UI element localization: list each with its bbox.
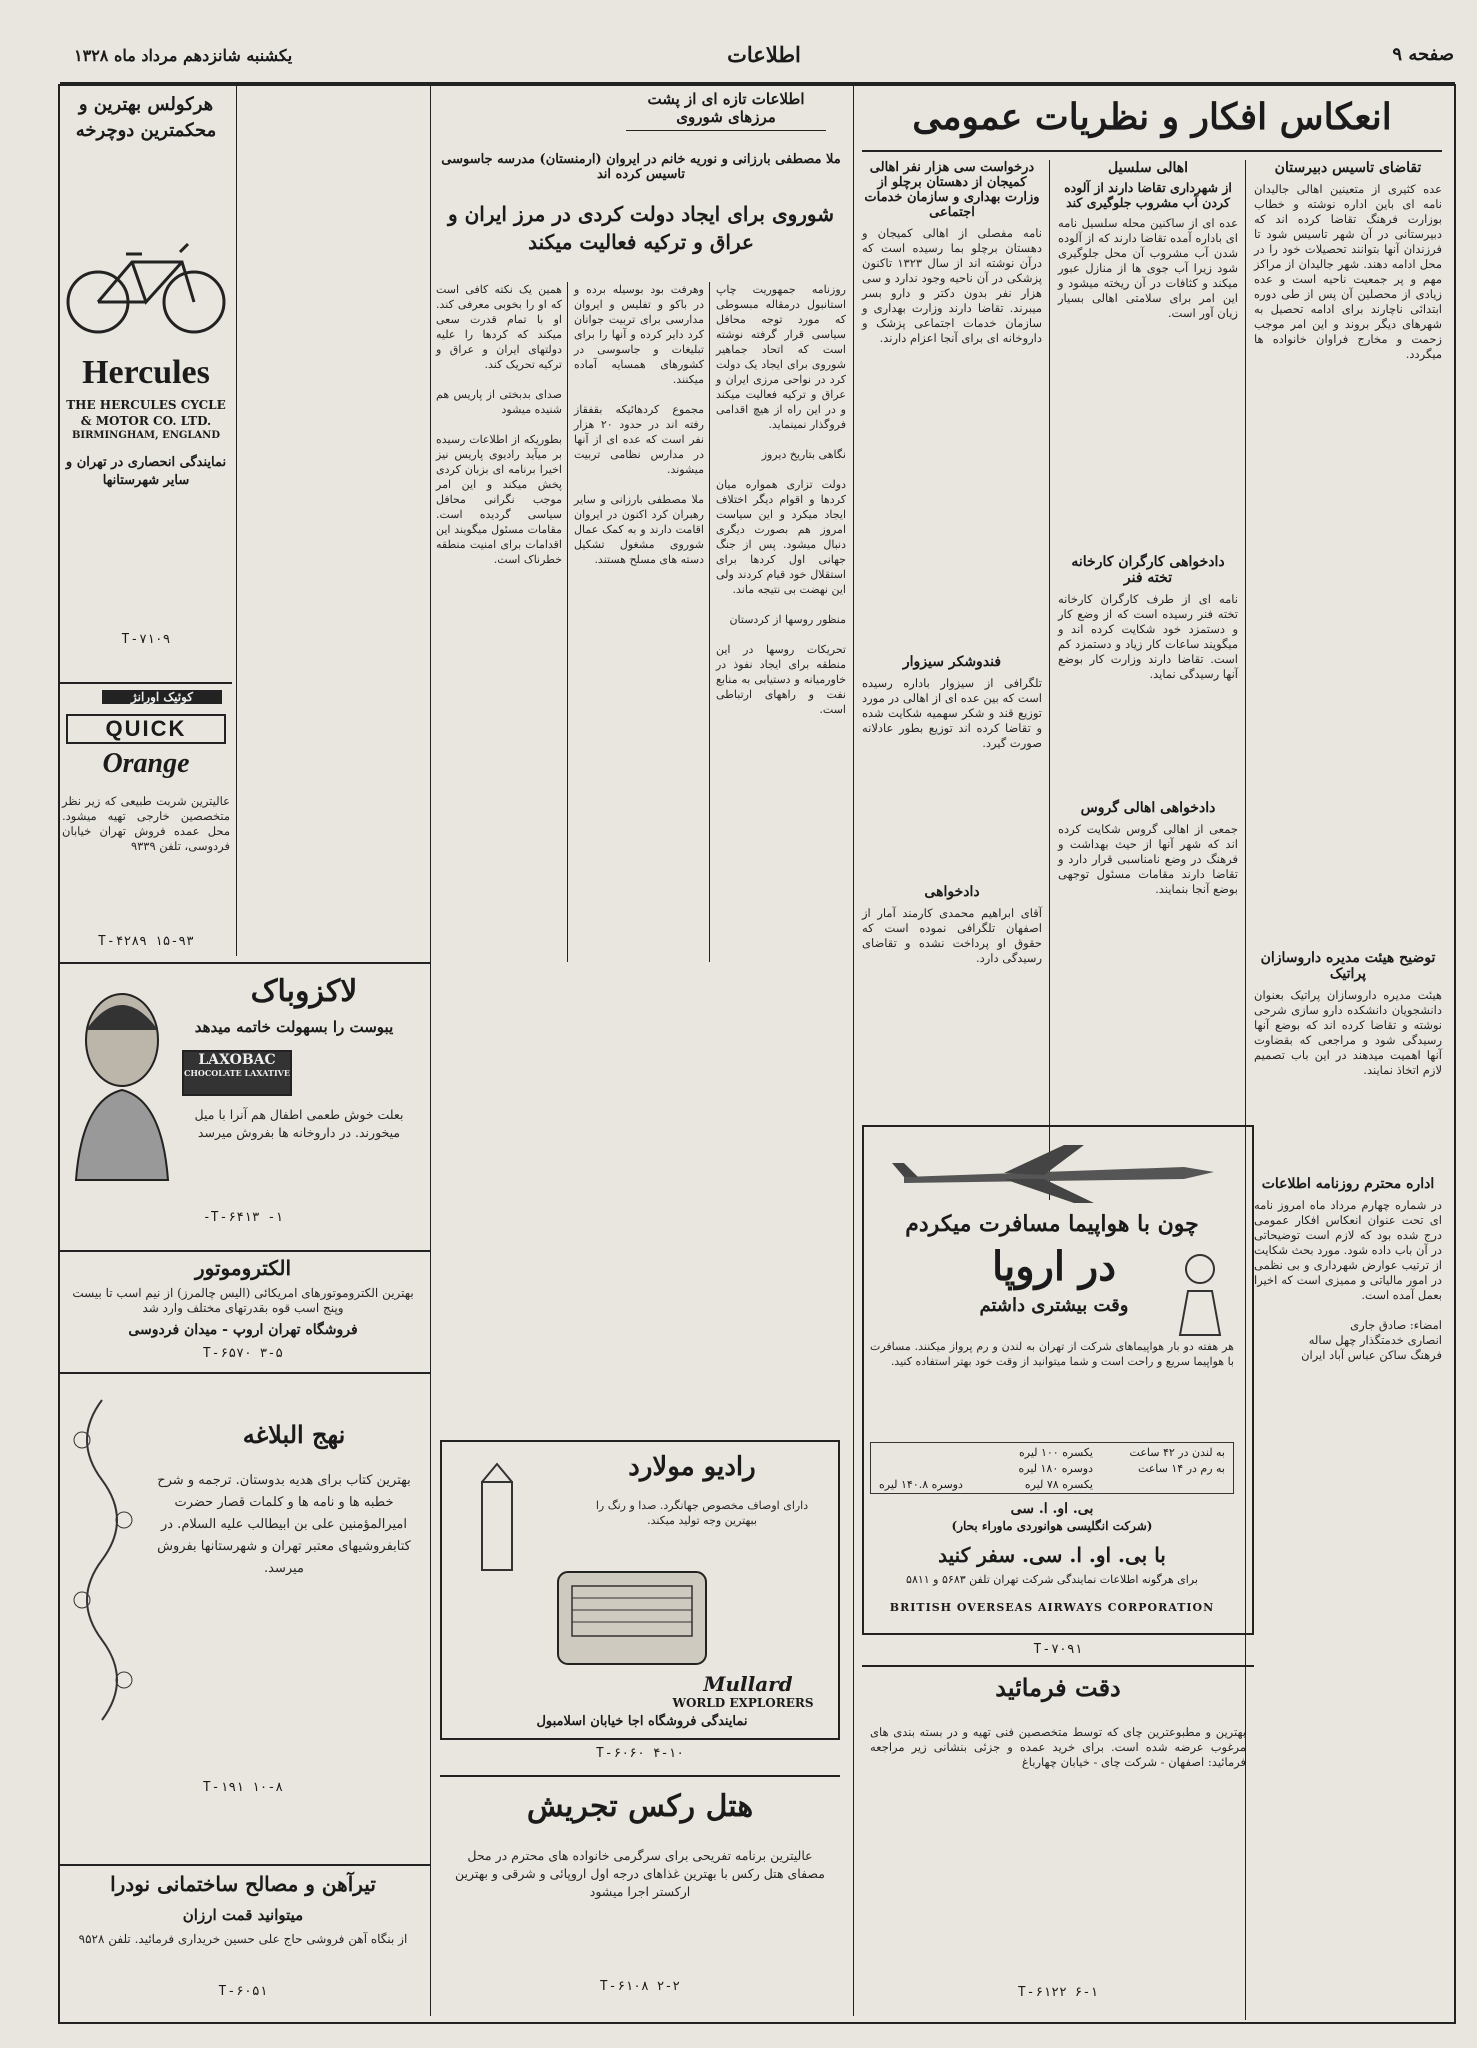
opinion-col3-heading2: فندوشکر سیزوار	[902, 654, 1002, 670]
fare-line: دوسره ۱۴۰.۸ لیره	[879, 1478, 963, 1491]
boac-title: چون با هواپیما مسافرت میکردم	[905, 1211, 1199, 1237]
hotel-text: عالیترین برنامه تفریحی برای سرگرمی خانواده های محترم در محل مصفای هتل رکس با بهترین غذاهای درجه اول اروپائی و شرقی و بهترین ارکستر اجرا میشود	[451, 1848, 825, 1899]
boac-text: هر هفته دو بار هواپیماهای شرکت از تهران به لندن و رم پرواز میکنند. مسافرت با هواپیما سریع و راحت است و شما میتوانید از وقت خود بهتر استفاده کنید.	[866, 1340, 1234, 1368]
quick-text: عالیترین شربت طبیعی که زیر نظر متخصصین خارجی تهیه میشود. محل عمده فروش تهران خیابان فردوسی، تلفن ۹۳۳۹	[58, 794, 230, 853]
nahj-text: بهترین کتاب برای هدیه بدوستان. ترجمه و شرح خطبه ها و نامه ها و کلمات قصار حضرت امیرالمؤمنین علی بن ابیطالب علیه السلام. در کتابفروشیهای معتبر تهران و شهرستانها بفروش میرسد.	[153, 1473, 411, 1576]
mullard-brand: Mullard	[703, 1672, 793, 1696]
mullard-code: T-۶۰۶۰ ۴-۱۰	[595, 1746, 685, 1761]
opinion-col2-text2: نامه ای از طرف کارگران کارخانه تخته فنر رسیده است که از وضع کار و دستمزد خود شکایت کرده اند و میگویند ساعات کار زیاد و دستمزد کم است. تقاضا دارند وزارت کار بوضع آنها رسیدگی نماید.	[1054, 592, 1238, 681]
opinion-col-3	[858, 160, 1042, 1200]
mullard-explorers: WORLD EXPLORERS	[672, 1696, 814, 1710]
column-rule	[430, 86, 431, 2016]
nahj-ad	[62, 1380, 424, 1800]
hotel-ad	[440, 1775, 840, 2015]
opinion-col2-sub: از شهرداری تقاضا دارند از آلوده کردن آب مشروب جلوگیری کند	[1064, 180, 1232, 210]
page-number: صفحه ۹	[1392, 44, 1454, 65]
iron-ad	[62, 1872, 424, 2017]
opinion-col-1	[1250, 160, 1442, 2020]
boac-english: BRITISH OVERSEAS AIRWAYS CORPORATION	[889, 1601, 1215, 1614]
tea-title: دقت فرمائید	[995, 1673, 1121, 1702]
hercules-brand: Hercules	[82, 354, 210, 391]
mullard-shop: نمایندگی فروشگاه اجا خیابان اسلامبول	[536, 1714, 748, 1729]
hercules-line1: THE HERCULES CYCLE	[66, 398, 226, 412]
opinion-col2-heading2: دادخواهی کارگران کارخانه تخته فنر	[1071, 554, 1225, 586]
electromotor-text: بهترین الکتروموتورهای امریکائی (الیس چالمرز) از نیم اسب تا بیست وپنج اسب قوه بقدرتهای مختلف وارد شد	[68, 1286, 414, 1315]
mullard-text: دارای اوصاف مخصوص جهانگرد. صدا و رنگ را ببهترین وجه تولید میکند.	[592, 1499, 809, 1527]
column-rule	[709, 282, 710, 962]
mullard-title: رادیو مولارد	[628, 1452, 756, 1482]
laxobac-ad	[62, 970, 424, 1240]
laxobac-text: بعلت خوش طعمی اطفال هم آنرا با میل میخورند. در داروخانه ها بفروش میرسد	[190, 1107, 404, 1140]
boac-agency: برای هرگونه اطلاعات نمایندگی شرکت تهران تلفن ۵۶۸۳ و ۵۸۱۱	[906, 1573, 1198, 1586]
opinion-col3-text2: تلگرافی از سیزوار باداره رسیده است که بین عده ای از اهالی در مورد توزیع قند و شکر سهمیه شکایت شده و تقاضا کرده اند توزیع بطور عادلانه صورت گیرد.	[858, 676, 1042, 750]
iron-title: تیرآهن و مصالح ساختمانی نودرا	[110, 1872, 376, 1896]
opinion-col1-text3: در شماره چهارم مرداد ماه امروز نامه ای تحت عنوان انعکاس افکار عمومی درج شده بود که لازم است توضیحاتی در آن باب داده شود. مورد بحث شکایت از ترتیب عوارض شهرداری و بی نظمی در امور مالیاتی و ممیزی است که اخیرا بعمل آمده است. امضاء: صادق جاری انصاری خدمتگذار چهل ساله فرهنگ ساکن عباس آباد ایران	[1254, 1198, 1442, 1362]
floral-border-illustration	[62, 1400, 142, 1720]
issue-date: یکشنبه شانزدهم مرداد ماه ۱۳۲۸	[74, 46, 293, 65]
fare-line: به لندن در ۴۲ ساعت	[1129, 1446, 1225, 1459]
boac-company: بی. او. ا. سی	[1010, 1501, 1094, 1517]
traveler-illustration	[1160, 1247, 1240, 1337]
opinion-col2-text3: جمعی از اهالی گروس شکایت کرده اند که شهر آنها از حیث بهداشت و فرهنگ در وضع نامناسبی قرار دارد و تقاضا دارند مقامات مسئول توجهی بوضع آنجا بنمایند.	[1054, 822, 1238, 896]
boac-slogan: با بی. او. ا. سی. سفر کنید	[938, 1543, 1166, 1567]
hotel-rule	[440, 1775, 840, 1777]
electromotor-code: T-۶۵۷۰ ۳-۵	[202, 1346, 284, 1361]
orange-brand: Orange	[102, 748, 190, 779]
newspaper-name: اطلاعات	[727, 42, 801, 67]
column-rule	[567, 282, 568, 962]
boac-big: در اروپا	[991, 1243, 1117, 1290]
hotel-code: T-۶۱۰۸ ۲-۲	[599, 1979, 681, 1994]
iron-text: از بنگاه آهن فروشی حاج علی حسین خریداری فرمائید. تلفن ۹۵۲۸	[78, 1932, 408, 1946]
hercules-line3: BIRMINGHAM, ENGLAND	[71, 430, 220, 441]
laxobac-box-brand: LAXOBAC	[198, 1052, 276, 1068]
airplane-illustration	[884, 1137, 1234, 1207]
laxobac-title: لاکزوباک	[250, 974, 358, 1009]
opinion-col2-heading3: دادخواهی اهالی گروس	[1080, 800, 1216, 816]
tower-illustration	[462, 1462, 532, 1572]
opinion-title: انعکاس افکار و نظریات عمومی	[912, 96, 1392, 138]
ad-rule	[60, 1250, 430, 1252]
opinion-col1-heading2: توضیح هیئت مدیره داروسازان پراتیک	[1260, 950, 1436, 982]
opinion-col1-heading: تقاضای تاسیس دبیرستان	[1274, 160, 1422, 176]
fare-line: به رم در ۱۴ ساعت	[1137, 1462, 1225, 1475]
ad-rule	[60, 1372, 430, 1374]
boac-sub: وقت بیشتری داشتم	[979, 1295, 1129, 1316]
laxobac-code: T-۶۴۱۳ -۱-	[202, 1210, 284, 1225]
boac-company-fa: (شرکت انگلیسی هوانوردی ماوراء بحار)	[951, 1519, 1153, 1533]
nahj-code: T-۱۹۱ ۱۰-۸	[202, 1780, 284, 1795]
tea-rule	[862, 1665, 1254, 1667]
news-col-3: همین یک نکته کافی است که او را بخوبی معرفی کند. او با تمام قدرت سعی میکند که کردها را علیه دولتهای ایران و عراق و ترکیه تحریک کند. صدای بدبختی از پاریس هم شنیده میشود بطوریکه از اطلاعات رسیده بر میآید رادیوی پاریس نیز اخیرا برنامه ای بزبان کردی پخش میکند و این امر موجب نگرانی محافل سیاسی گردیده است. مقامات مسئول میگویند این اقدامات برای امنیت منطقه خطرناک است.	[436, 283, 562, 566]
news-section	[436, 88, 846, 968]
hercules-code: T-۷۱۰۹	[121, 632, 171, 647]
column-rule	[1049, 160, 1050, 1200]
news-headline: شوروی برای ایجاد دولت کردی در مرز ایران و عراق و ترکیه فعالیت میکند	[447, 202, 835, 254]
electromotor-ad	[62, 1256, 424, 1366]
laxobac-box	[182, 1050, 292, 1096]
hotel-title: هتل رکس تجریش	[526, 1789, 754, 1824]
quick-brand: QUICK	[66, 714, 226, 744]
man-portrait-illustration	[62, 980, 172, 1180]
quick-code: T-۴۲۸۹ ۱۵-۹۳	[98, 934, 194, 949]
masthead	[74, 38, 1454, 80]
opinion-col3-heading: درخواست سی هزار نفر اهالی کمیجان از دهستان برچلو از وزارت بهداری و سازمان خدمات اجتماعی	[864, 160, 1040, 220]
boac-fares	[870, 1442, 1234, 1494]
news-kicker: اطلاعات تازه ای از پشت مرزهای شوروی	[626, 90, 826, 131]
nahj-title: نهج البلاغه	[242, 1420, 346, 1449]
opinion-col1-text2: هیئت مدیره داروسازان پراتیک بعنوان دانشجویان دانشکده دارو سازی شرحی نوشته و تقاضا کرده اند که بوضع آنها رسیدگی شود و مراجعی که بقضاوت آنها اهمیت میدهند در این باب تصمیم لازم اتخاذ نمایند.	[1250, 988, 1442, 1077]
opinion-col2-text: عده ای از ساکنین محله سلسیل نامه ای باداره آمده تقاضا دارند که از آلوده شدن آب مشروب آن محل جلوگیری شود زیرا آب جوی ها از منازل عبور میکند و کثافات در آن ریخته میشود و این امر برای سلامتی اهالی بسیار زیان آور است.	[1054, 216, 1238, 320]
opinion-col3-heading3: دادخواهی	[924, 884, 980, 900]
tea-text: بهترین و مطبوعترین چای که توسط متخصصین فنی تهیه و در بسته بندی های مرغوب عرضه شده است. برای خرید عمده و جزئی بنشانی زیر مراجعه فرمائید: اصفهان - شرکت چای - خیابان چهارباغ	[866, 1725, 1246, 1769]
boac-code: T-۷۰۹۱	[1033, 1642, 1083, 1657]
electromotor-title: الکتروموتور	[194, 1256, 292, 1280]
opinion-col2-heading: اهالی سلسیل	[1107, 160, 1189, 176]
ad-rule	[60, 1864, 430, 1866]
ad-rule	[60, 682, 232, 684]
mullard-ad	[440, 1440, 840, 1740]
tea-ad	[862, 1665, 1254, 2015]
hercules-fa: نمایندگی انحصاری در تهران و سایر شهرستانها	[65, 455, 227, 488]
boac-ad	[862, 1125, 1254, 1635]
news-col-2: وهرفت بود بوسیله برده و در باکو و تفلیس و ایروان مدارسی برای تربیت جوانان کرد دایر کرده و آنها را برای تبلیغات و جاسوسی در کشورهای همسایه آماده میکنند. مجموع کردهائیکه بقفقاز رفته اند در حدود ۲۰ هزار نفر است که عده ای از آنها در مدارس نظامی تربیت میشوند. ملا مصطفی بارزانی و سایر رهبران کرد اکنون در ایروان اقامت دارند و به کمک عمال شوروی مشغول تشکیل دسته های مسلح هستند.	[574, 283, 704, 566]
quick-tag: کوئیک اورانژ	[102, 690, 222, 704]
hercules-ad	[62, 92, 230, 652]
hercules-line2: & MOTOR CO. LTD.	[80, 414, 212, 428]
opinion-col3-text3: آقای ابراهیم محمدی کارمند آمار از اصفهان تلگرافی نموده است که حقوق او پرداخت نشده و تقاضای رسیدگی دارد.	[858, 906, 1042, 965]
quick-orange-ad	[58, 690, 230, 960]
ad-rule	[60, 962, 430, 964]
column-rule	[236, 86, 237, 956]
opinion-col1-heading3: اداره محترم روزنامه اطلاعات	[1261, 1176, 1435, 1192]
laxobac-line: یبوست را بسهولت خاتمه میدهد	[194, 1018, 394, 1036]
news-subhead: ملا مصطفی بارزانی و نوریه خانم در ایروان (ارمنستان) مدرسه جاسوسی تاسیس کرده اند	[441, 152, 841, 182]
news-col-1: روزنامه جمهوریت چاپ استانبول درمقاله مبسوطی که مورد توجه محافل سیاسی قرار گرفته نوشته است که اتحاد جماهیر شوروی برای ایجاد یک دولت کرد در نواحی مرزی ایران و عراق و ترکیه فعالیت میکند و در این راه از هیچ اقدامی فروگذار نمینماید. نگاهی بتاریخ دیروز دولت تزاری همواره میان کردها و اقوام دیگر اختلاف ایجاد میکرد و این سیاست امروز هم بصورت دیگری دنبال میشود. پس از جنگ جهانی اول کردها برای استقلال خود قیام کردند ولی این نهضت بی نتیجه ماند. منظور روسها از کردستان تحریکات روسها در این منطقه برای ایجاد نفوذ در خاورمیانه و دستیابی به منابع نفت و راههای ارتباطی است.	[716, 283, 846, 716]
iron-sub: میتوانید قمت ارزان	[182, 1906, 304, 1924]
fare-line: یکسره ۱۰۰ لیره	[1018, 1446, 1093, 1459]
opinion-col-2	[1054, 160, 1238, 1200]
iron-code: T-۶۰۵۱	[218, 1984, 268, 1999]
electromotor-shop: فروشگاه تهران اروپ - میدان فردوسی	[128, 1322, 358, 1338]
radio-illustration	[552, 1562, 712, 1672]
fare-line: دوسره ۱۸۰ لیره	[1018, 1462, 1093, 1475]
bicycle-illustration	[62, 222, 230, 342]
tea-code: T-۶۱۲۲ ۶-۱	[1017, 1985, 1099, 2000]
opinion-title-rule	[862, 150, 1442, 152]
laxobac-box-sub: CHOCOLATE LAXATIVE	[184, 1068, 290, 1078]
opinion-col3-text: نامه مفصلی از اهالی کمیجان و دهستان برچلو بما رسیده است که درآن نوشته اند از سال ۱۳۲۳ تاکنون پزشکی در آن ناحیه وجود ندارد و سی هزار نفر بدون دکتر و دارو بسر میبرند. تقاضا دارند وزارت بهداری و سازمان خدمات اجتماعی پزشک و داروخانه ای برای آنجا اعزام دارند.	[858, 226, 1042, 345]
column-rule	[853, 86, 854, 2016]
opinion-col1-text: عده کثیری از متعینین اهالی جالیدان نامه ای باین اداره نوشته و خطاب بوزارت فرهنگ تقاضا کرده اند که دبیرستانی در آن شهر تاسیس شود تا فرزندان آنها بتوانند تحصیلات خود را در محل ادامه دهند. شهر جالیدان از مراکز مهم و پر جمعیت ناحیه است و عده زیادی از محصلین آن پس از طی دوره ابتدائی ناچارند برای ادامه تحصیل به شهرهای دیگر بروند و این امر موجب زحمت و مخارج فراوان خانواده ها میگردد.	[1250, 182, 1442, 361]
hercules-top: هرکولس بهترین و محکمترین دوچرخه	[75, 94, 217, 141]
masthead-rule	[60, 82, 1455, 84]
fare-line: یکسره ۷۸ لیره	[1024, 1478, 1093, 1491]
